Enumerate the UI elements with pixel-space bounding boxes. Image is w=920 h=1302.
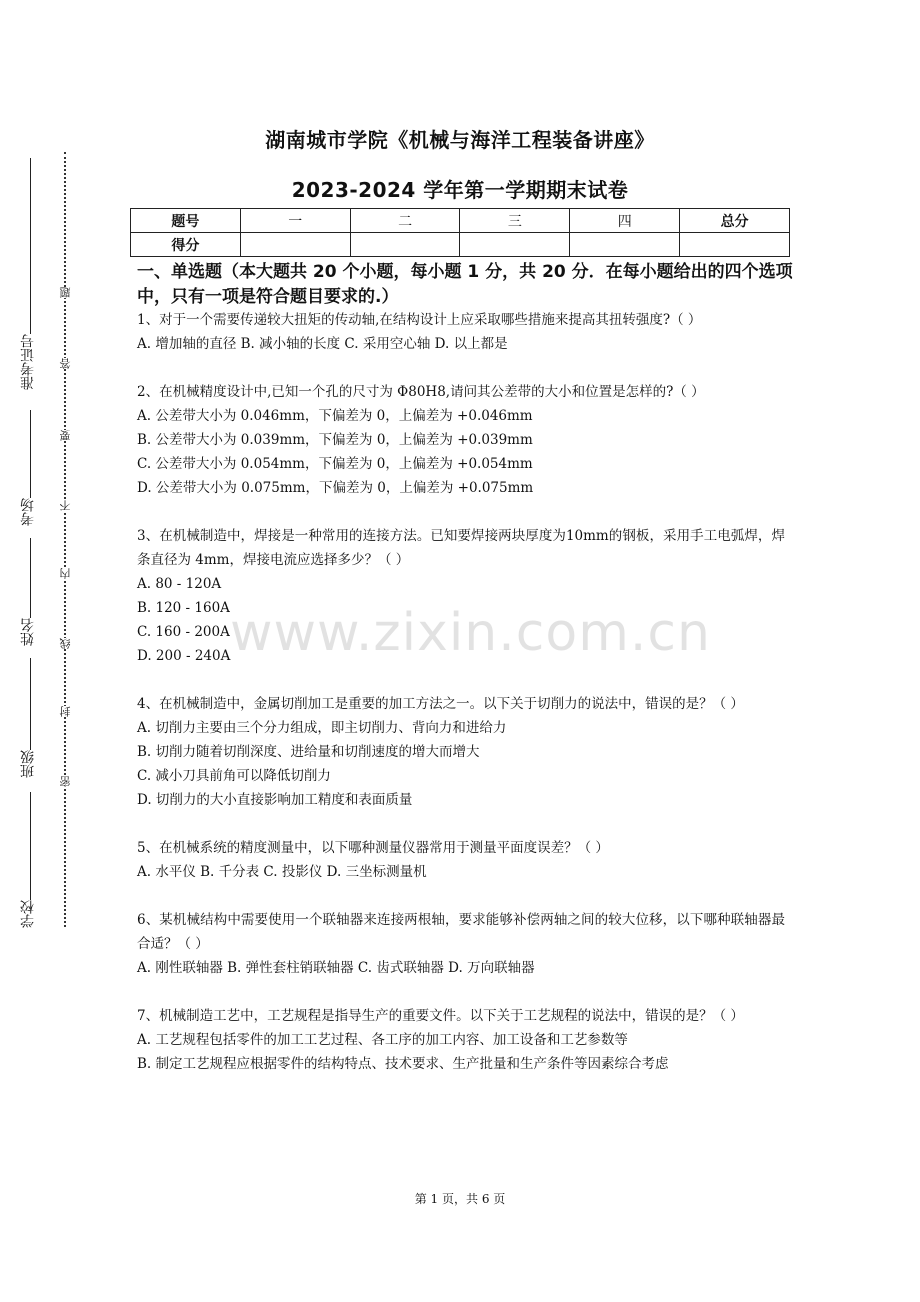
- binding-label-school: 学校: [20, 900, 36, 928]
- option-c: C. 减小刀具前角可以降低切削力: [137, 768, 331, 784]
- option-a: A. 工艺规程包括零件的加工工艺过程、各工序的加工内容、加工设备和工艺参数等: [137, 1032, 628, 1048]
- score-blank-cell: [570, 233, 680, 257]
- question-2: [137, 380, 785, 500]
- option-b: B. 切削力随着切削深度、进给量和切削速度的增大而增大: [137, 744, 480, 760]
- score-table-header-row: [131, 209, 790, 233]
- score-table-score-row: [131, 233, 790, 257]
- question-options: A. 水平仪 B. 千分表 C. 投影仪 D. 三坐标测量机: [137, 864, 427, 880]
- option-d: D. 切削力的大小直接影响加工精度和表面质量: [137, 792, 413, 808]
- exam-subtitle: 2023-2024 学年第一学期期末试卷: [291, 178, 629, 202]
- school-line: [30, 792, 31, 900]
- question-1: [137, 308, 785, 356]
- option-b: B. 公差带大小为 0.039mm，下偏差为 0，上偏差为 +0.039mm: [137, 432, 533, 448]
- score-row-label: 得分: [131, 233, 241, 257]
- option-d: D. 200 - 240A: [137, 648, 231, 664]
- question-options: A. 刚性联轴器 B. 弹性套柱销联轴器 C. 齿式联轴器 D. 万向联轴器: [137, 960, 535, 976]
- watermark: www.zixin.com.cn: [230, 603, 711, 663]
- room-line: [30, 410, 31, 498]
- question-stem: 6、某机械结构中需要使用一个联轴器来连接两根轴，要求能够补偿两轴之间的较大位移，以下哪种联轴器最合适？（ ）: [137, 912, 785, 952]
- seal-char: 线: [59, 638, 72, 649]
- page-footer: 第 1 页，共 6 页: [414, 1192, 506, 1206]
- binding-label-room: 考场: [20, 498, 36, 526]
- binding-label-exam-id: 准考证号: [20, 334, 36, 390]
- binding-label-name: 姓名: [20, 618, 36, 646]
- seal-dotted-line: [64, 152, 66, 927]
- question-list: [137, 308, 785, 1100]
- seal-char: 封: [59, 706, 72, 717]
- option-d: D. 公差带大小为 0.075mm，下偏差为 0，上偏差为 +0.075mm: [137, 480, 534, 496]
- score-blank-cell: [240, 233, 350, 257]
- question-stem: 7、机械制造工艺中，工艺规程是指导生产的重要文件。以下关于工艺规程的说法中，错误的是？（ ）: [137, 1008, 744, 1024]
- score-cell: 一: [240, 209, 350, 233]
- score-blank-cell: [350, 233, 460, 257]
- question-stem: 2、在机械精度设计中,已知一个孔的尺寸为 Φ80H8,请问其公差带的大小和位置是怎样的?（ ）: [137, 384, 705, 400]
- score-cell: 二: [350, 209, 460, 233]
- question-4: [137, 692, 785, 812]
- option-b: B. 制定工艺规程应根据零件的结构特点、技术要求、生产批量和生产条件等因素综合考虑: [137, 1056, 669, 1072]
- seal-char: 不: [59, 500, 72, 511]
- exam-title: 湖南城市学院《机械与海洋工程装备讲座》: [265, 128, 655, 152]
- seal-char: 答: [59, 358, 72, 369]
- seal-char: 密: [59, 776, 72, 787]
- question-stem: 5、在机械系统的精度测量中，以下哪种测量仪器常用于测量平面度误差？（ ）: [137, 840, 609, 856]
- option-a: A. 切削力主要由三个分力组成，即主切削力、背向力和进给力: [137, 720, 507, 736]
- option-a: A. 公差带大小为 0.046mm，下偏差为 0，上偏差为 +0.046mm: [137, 408, 533, 424]
- question-stem: 4、在机械制造中，金属切削加工是重要的加工方法之一。以下关于切削力的说法中，错误的是？（ ）: [137, 696, 744, 712]
- question-7: [137, 1004, 785, 1076]
- option-c: C. 160 - 200A: [137, 624, 230, 640]
- name-line: [30, 538, 31, 618]
- option-c: C. 公差带大小为 0.054mm，下偏差为 0，上偏差为 +0.054mm: [137, 456, 533, 472]
- seal-char: 题: [59, 287, 72, 298]
- score-cell: 四: [570, 209, 680, 233]
- question-stem: 3、在机械制造中，焊接是一种常用的连接方法。已知要焊接两块厚度为10mm的钢板，采用手工电弧焊，焊条直径为 4mm，焊接电流应选择多少？（ ）: [137, 528, 785, 568]
- question-options: A. 增加轴的直径 B. 减小轴的长度 C. 采用空心轴 D. 以上都是: [137, 336, 508, 352]
- seal-char: 内: [59, 568, 72, 579]
- score-blank-cell: [680, 233, 790, 257]
- class-line: [30, 658, 31, 750]
- section-heading: 一、单选题（本大题共 20 个小题，每小题 1 分，共 20 分．在每小题给出的四个选项中，只有一项是符合题目要求的.）: [137, 262, 793, 307]
- binding-label-class: 班级: [20, 750, 36, 778]
- score-cell: 总分: [680, 209, 790, 233]
- question-stem: 1、对于一个需要传递较大扭矩的传动轴,在结构设计上应采取哪些措施来提高其扭转强度?（ ）: [137, 312, 702, 328]
- option-b: B. 120 - 160A: [137, 600, 230, 616]
- question-6: [137, 908, 785, 980]
- question-5: [137, 836, 785, 884]
- score-blank-cell: [460, 233, 570, 257]
- score-cell: 题号: [131, 209, 241, 233]
- seal-char: 要: [59, 430, 72, 441]
- option-a: A. 80 - 120A: [137, 576, 222, 592]
- score-cell: 三: [460, 209, 570, 233]
- score-table: [130, 208, 790, 257]
